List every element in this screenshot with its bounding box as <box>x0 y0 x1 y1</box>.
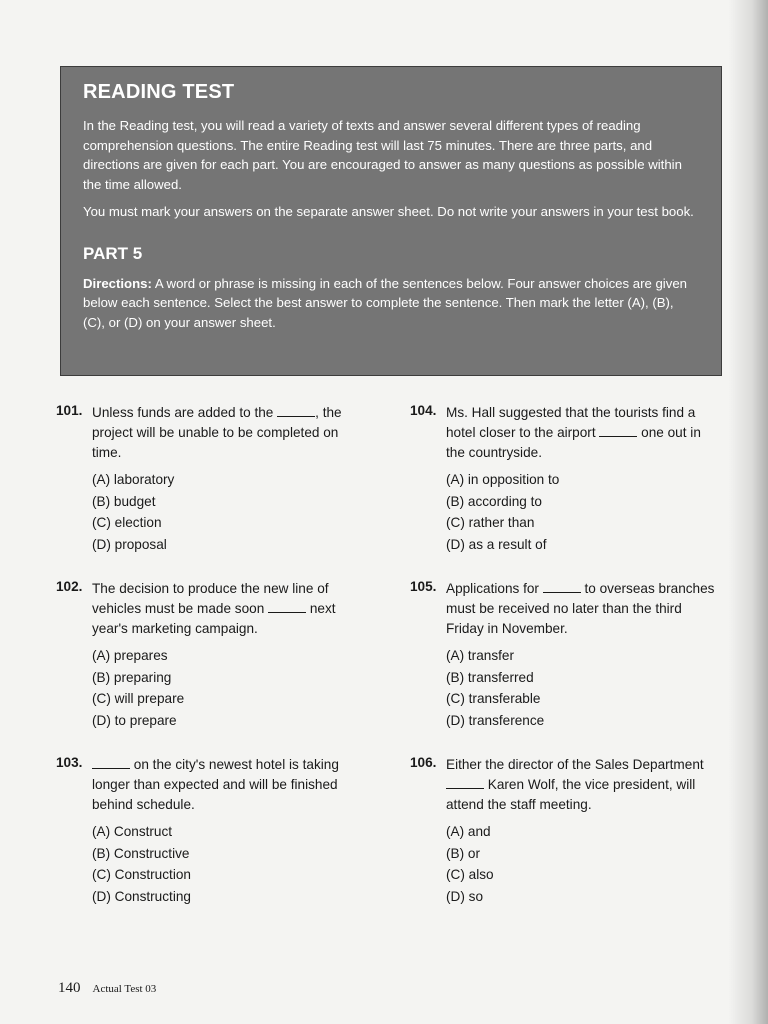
question-text: Ms. Hall suggested that the tourists find a hotel closer to the airport one out in the countryside. <box>446 405 701 460</box>
answer-blank <box>268 600 306 613</box>
page-footer <box>58 980 156 997</box>
question-number: 101. <box>56 403 83 418</box>
choice-b: (B) budget <box>92 493 156 509</box>
choice-d: (D) so <box>446 888 484 904</box>
test-name: Actual Test 03 <box>92 983 157 995</box>
question-101 <box>56 403 366 555</box>
question-number: 102. <box>56 579 83 594</box>
answer-choices <box>446 469 720 555</box>
choice-a: (A) prepares <box>92 648 168 663</box>
question-text: on the city's newest hotel is taking longer than expected and will be finished behind schedule. <box>92 757 339 812</box>
choice-c: (C) rather than <box>446 515 535 530</box>
question-106 <box>410 755 720 907</box>
answer-blank <box>277 404 315 417</box>
question-text: Unless funds are added to the , the project will be unable to be completed on time. <box>92 405 342 460</box>
choice-a: (A) and <box>446 824 491 839</box>
question-104 <box>410 403 720 555</box>
intro-paragraph-2: You must mark your answers on the separate answer sheet. Do not write your answers in your test book. <box>83 204 694 219</box>
question-number: 103. <box>56 755 83 770</box>
choice-c: (C) transferable <box>446 691 541 706</box>
left-column <box>56 403 366 931</box>
choice-a: (A) in opposition to <box>446 472 560 487</box>
intro-paragraph-1: In the Reading test, you will read a variety of texts and answer several different types of reading comprehension questions. The entire Reading test will last 75 minutes. There are three parts, and directions are given for each part. You are encouraged to answer as many questions as possible within the time allowed. <box>83 118 682 192</box>
choice-b: (B) preparing <box>92 669 172 685</box>
choice-b: (B) transferred <box>446 669 534 685</box>
choice-c: (C) election <box>92 515 162 530</box>
choice-c: (C) also <box>446 867 494 882</box>
directions <box>83 274 699 333</box>
choice-b: (B) or <box>446 845 480 861</box>
answer-choices <box>92 469 366 555</box>
answer-blank <box>446 776 484 789</box>
answer-choices <box>446 645 720 731</box>
answer-blank <box>92 756 130 769</box>
choice-b: (B) according to <box>446 493 542 509</box>
question-text: Applications for to overseas branches must be received no later than the third Friday in November. <box>446 581 715 636</box>
question-text: Either the director of the Sales Department Karen Wolf, the vice president, will attend the staff meeting. <box>446 757 704 812</box>
answer-blank <box>599 424 637 437</box>
section-title: READING TEST <box>83 81 235 103</box>
answer-choices <box>92 645 366 731</box>
choice-a: (A) Construct <box>92 824 173 839</box>
question-105 <box>410 579 720 731</box>
choice-a: (A) laboratory <box>92 472 175 487</box>
part-title: PART 5 <box>83 243 143 263</box>
choice-d: (D) as a result of <box>446 536 547 552</box>
question-102 <box>56 579 366 731</box>
question-number: 105. <box>410 579 437 594</box>
choice-b: (B) Constructive <box>92 845 190 861</box>
question-columns <box>56 403 720 931</box>
choice-d: (D) to prepare <box>92 712 177 728</box>
page-edge-shadow <box>728 0 768 1024</box>
question-text: The decision to produce the new line of vehicles must be made soon next year's marketing campaign. <box>92 581 336 636</box>
answer-blank <box>543 580 581 593</box>
answer-choices <box>92 821 366 907</box>
question-103 <box>56 755 366 907</box>
choice-c: (C) will prepare <box>92 691 185 706</box>
right-column <box>410 403 720 931</box>
reading-test-banner <box>60 66 722 376</box>
question-number: 106. <box>410 755 437 770</box>
choice-c: (C) Construction <box>92 867 191 882</box>
page-number: 140 <box>58 980 81 996</box>
choice-d: (D) transference <box>446 712 545 728</box>
choice-a: (A) transfer <box>446 648 514 663</box>
question-number: 104. <box>410 403 437 418</box>
choice-d: (D) proposal <box>92 536 167 552</box>
answer-choices <box>446 821 720 907</box>
directions-label: Directions: <box>83 275 152 291</box>
directions-text: A word or phrase is missing in each of the sentences below. Four answer choices are given below each sentence. Select the best answer to complete the sentence. Then mark the letter (A), (B), (C), or (D) on your answer sheet. <box>83 275 687 330</box>
choice-d: (D) Constructing <box>92 888 191 904</box>
